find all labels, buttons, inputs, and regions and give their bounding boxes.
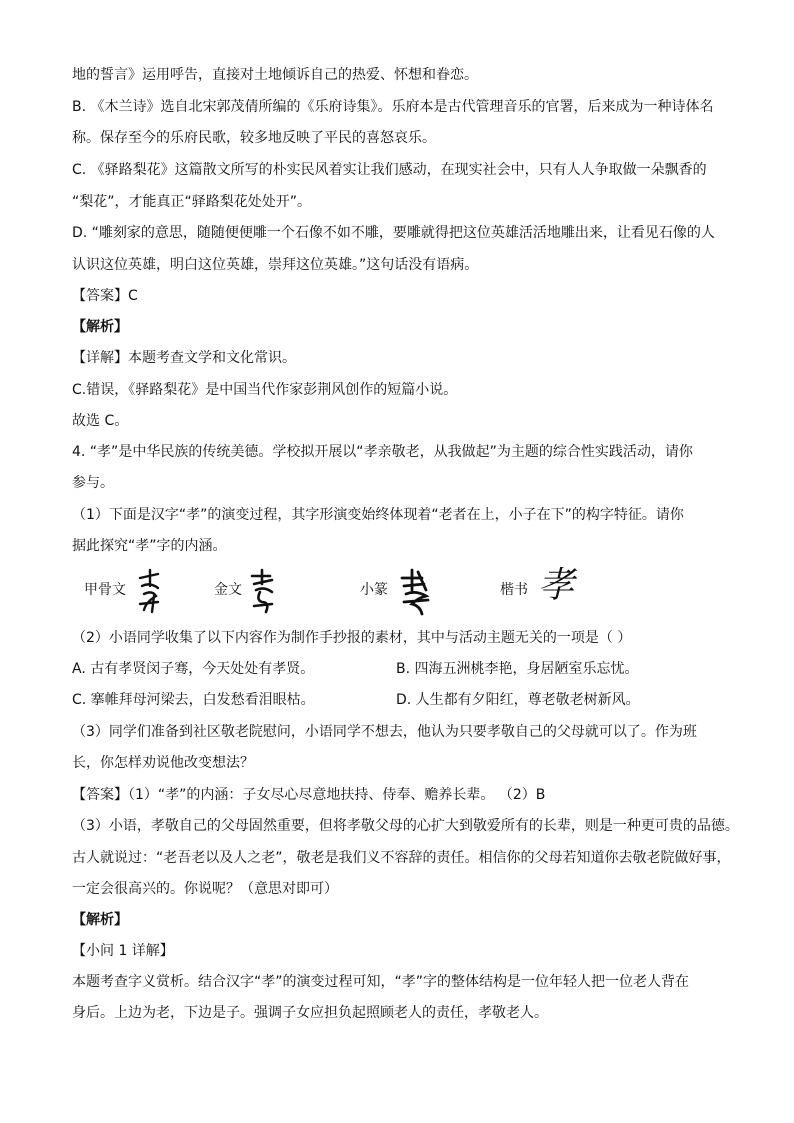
jinwen-label: 金文 (214, 582, 242, 598)
jinwen-glyph-image (246, 566, 278, 616)
text-line: 认识这位英雄，明白这位英雄，崇拜这位英雄。”这句话没有语病。 (72, 257, 479, 273)
option-b-text: B. 《木兰诗》选自北宋郭茂倩所编的《乐府诗集》。乐府本是古代管理音乐的官署，后来成为一种诗体名 (72, 99, 714, 115)
analysis-label: 【解析】 (72, 912, 128, 928)
text-line: 据此探究“孝”字的内涵。 (72, 538, 227, 554)
option-d: D. 人生都有夕阳红，尊老敬老树新风。 (396, 692, 640, 708)
answer-text: （3）小语，孝敬自己的父母固然重要，但将孝敬父母的心扩大到敬爱所有的长辈，则是一种更可贵的品德。 (72, 818, 739, 834)
kaishu-label: 楷书 (500, 582, 528, 598)
subquestion-2-text: （2）小语同学收集了以下内容作为制作手抄报的素材，其中与活动主题无关的一项是（ ） (72, 630, 632, 646)
jiaguwen-glyph-image (132, 566, 164, 616)
text-line: 参与。 (72, 475, 114, 491)
subquestion-1-detail-label: 【小问 1 详解】 (72, 943, 174, 959)
question-4-text: 4. “孝”是中华民族的传统美德。学校拟开展以“孝亲敬老，从我做起”为主题的综合性实践活动，请你 (72, 444, 693, 460)
xiaozhuan-glyph-image (398, 566, 432, 616)
option-c: C. 搴帷拜母河梁去，白发愁看泪眼枯。 (72, 692, 315, 708)
option-d-text: D. “雕刻家的意思，随随便便雕一个石像不如不雕，要雕就得把这位英雄活活地雕出来，让看见石像的人 (72, 225, 715, 241)
answer-text: 古人就说过：“老吾老以及人之老”，敬老是我们义不容辞的责任。相信你的父母若知道你去敬老院做好事， (72, 850, 731, 866)
answer-label: 【答案】C (72, 288, 138, 304)
answer-text: 【答案】（1）“孝”的内涵：子女尽心尽意地扶持、侍奉、赡养长辈。 （2）B (72, 787, 546, 803)
analysis-label: 【解析】 (72, 319, 128, 335)
text-line: 地的誓言》运用呼告，直接对土地倾诉自己的热爱、怀想和眷恋。 (72, 67, 478, 83)
text-line: C.错误，《驿路梨花》是中国当代作家彭荆风创作的短篇小说。 (72, 382, 458, 398)
kaishu-glyph-image: 孝 (538, 565, 575, 606)
text-line: 故选 C。 (72, 413, 129, 429)
detail-text: 【详解】本题考查文学和文化常识。 (72, 350, 296, 366)
answer-text: 一定会很高兴的。你说呢？（意思对即可） (72, 881, 338, 897)
text-line: 称。保存至今的乐府民歌，较多地反映了平民的喜怒哀乐。 (72, 130, 436, 146)
text-line: 长，你怎样劝说他改变想法？ (72, 755, 254, 771)
option-c-text: C. 《驿路梨花》这篇散文所写的朴实民风着实让我们感动，在现实社会中，只有人人争取做一朵飘香的 (72, 162, 707, 178)
jiaguwen-label: 甲骨文 (84, 582, 126, 598)
subquestion-3-text: （3）同学们准备到社区敬老院慰问，小语同学不想去，他认为只要孝敬自己的父母就可以了。作为班 (72, 724, 697, 740)
xiaozhuan-label: 小篆 (360, 582, 388, 598)
text-line: “梨花”，才能真正“驿路梨花处处开”。 (72, 194, 312, 210)
character-evolution-row (0, 560, 794, 620)
option-a: A. 古有孝贤闵子骞，今天处处有孝贤。 (72, 661, 315, 677)
subquestion-1-text: （1）下面是汉字“孝”的演变过程，其字形演变始终体现着“老者在上，小子在下”的构字特征。请你 (72, 507, 684, 523)
detail-text: 本题考查字义赏析。结合汉字“孝”的演变过程可知，“孝”字的整体结构是一位年轻人把一位老人背在 (72, 974, 690, 990)
option-b: B. 四海五洲桃李艳，身居陋室乐忘忧。 (396, 661, 639, 677)
detail-text: 身后。上边为老，下边是子。强调子女应担负起照顾老人的责任，孝敬老人。 (72, 1005, 548, 1021)
